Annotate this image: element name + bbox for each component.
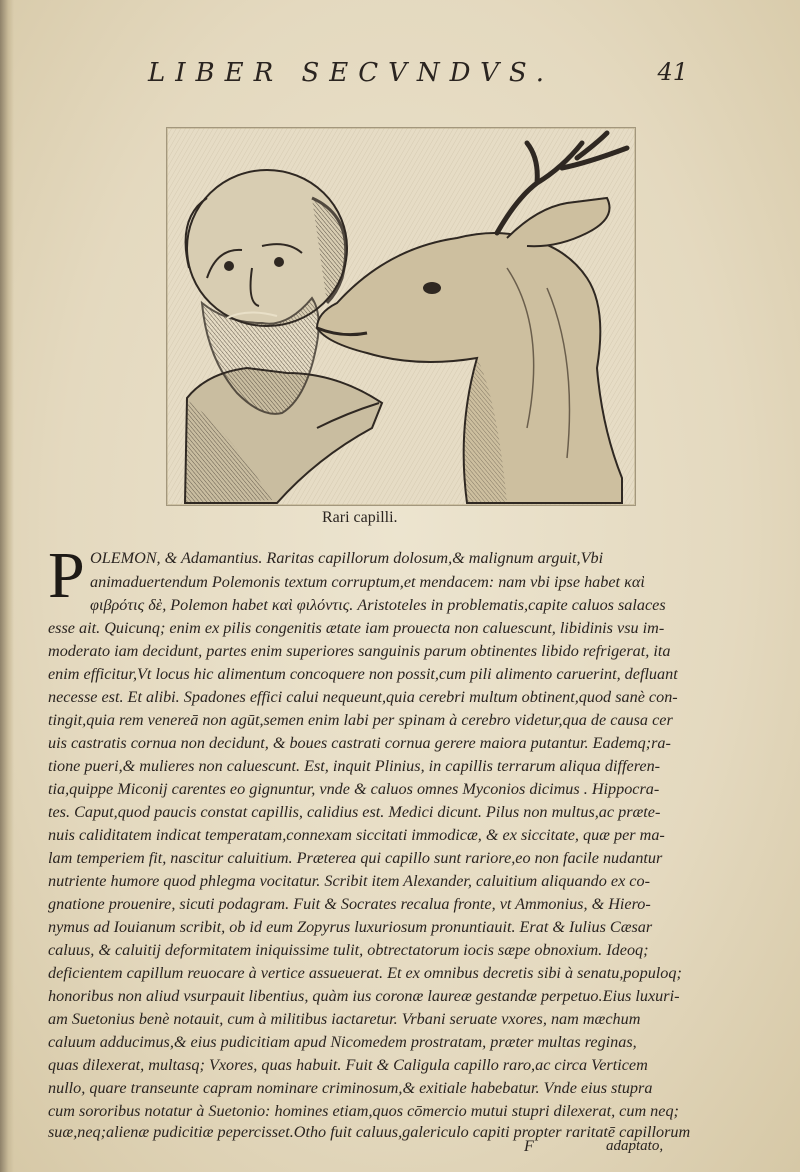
text-line: quas dilexerat, multasq; Vxores, quas habuit. Fuit & Caligula capillo raro,ac circa Verticem [48, 1056, 648, 1074]
running-title: LIBER SECVNDVS. [148, 58, 554, 88]
text-line: tingit,quia rem venereā non agūt,semen enim labi per spinam à cerebro videtur,qua de causa cer [48, 711, 673, 729]
text-line: esse ait. Quicunq; enim ex pilis congenitis ætate iam prouecta non caluescunt, libidinis vsu im- [48, 619, 665, 637]
text-line: honoribus non aliud vsurpauit libentius, quàm ius coronæ laureæ gestandæ perpetuo.Eius luxuri- [48, 987, 680, 1005]
text-line: φιβρότις δὲ, Polemon habet καὶ φιλόντις. Aristoteles in problematis,capite caluos salaces [90, 596, 666, 614]
text-line: OLEMON, & Adamantius. Raritas capillorum dolosum,& malignum arguit,Vbi [90, 549, 604, 567]
text-line: nymus ad Iouianum scribit, ob id eum Zopyrus luxuriosum pronuntiauit. Erat & Iulius Cæsar [48, 918, 653, 936]
signature-mark: F [524, 1138, 534, 1155]
illustration-caption: Rari capilli. [322, 509, 398, 526]
text-line: uis castratis cornua non decidunt, & boues castrati cornua gerere maiora putantur. Eademq;ra- [48, 734, 671, 752]
engraving-illustration [167, 128, 635, 505]
text-line: caluus, & caluitij deformitatem iniquissime tulit, obtrectatorum iocis sæpe obnoxium. Ideoq; [48, 941, 649, 959]
text-line: moderato iam decidunt, partes enim superiores sanguinis parum obtinentes libido refrigerat, ita [48, 642, 671, 660]
page-gutter [0, 0, 14, 1172]
text-line: suæ,neq;alienæ pudicitiæ pepercisset.Otho fuit caluus,galericulo capiti propter raritatē capillorum [48, 1123, 691, 1141]
text-line: animaduertendum Polemonis textum corruptum,et mendacem: nam vbi ipse habet καὶ [90, 573, 645, 591]
running-header [148, 58, 688, 98]
text-line: tione pueri,& mulieres non caluescunt. Est, inquit Plinius, in capillis terrarum aliqua differen- [48, 757, 661, 775]
text-line: deficientem capillum reuocare à vertice assueuerat. Et ex omnibus decretis sibi à senatu,populoq; [48, 964, 682, 982]
text-line: nuis caliditatem indicat temperatam,connexam siccitati immodicæ, & ex siccitate, quæ per ma- [48, 826, 665, 844]
text-line: am Suetonius benè notauit, cum à militibus iactaretur. Vrbani seruate vxores, nam mæchum [48, 1010, 641, 1028]
text-line: necesse est. Et alibi. Spadones effici calui nequeunt,quia cerebri multum obtinent,quod sanè con- [48, 688, 678, 706]
text-line: gnatione prouenire, sicuti podagram. Fuit & Socrates recalua fronte, vt Ammonius, & Hiero- [48, 895, 651, 913]
engraving-plate [166, 127, 636, 506]
catchword: adaptato, [606, 1138, 664, 1154]
text-line: tes. Caput,quod paucis constat capillis, calidius est. Medici dicunt. Pilus non multus,ac præte- [48, 803, 661, 821]
text-line: caluum adducimus,& eius pudicitiam apud Nicomedem prostratam, præter multas reginas, [48, 1033, 637, 1051]
text-line: nullo, quare transeunte capram nominare criminosum,& exitiale habebatur. Vnde eius stupra [48, 1079, 653, 1097]
text-line: cum sororibus notatur à Suetonio: homines etiam,quos cōmercio mutui stupri dilexerat, cum neq; [48, 1102, 679, 1120]
text-line: nutriente humore quod phlegma vocitatur. Scribit item Alexander, caluitium aliquando ex co- [48, 872, 650, 890]
text-line: lam temperiem fit, nascitur caluitium. Præterea qui capillo sunt rariore,eo non facile nudantur [48, 849, 663, 867]
text-line: tia,quippe Miconij carentes eo gignuntur, vnde & caluos omnes Myconios dicimus . Hippocra- [48, 780, 660, 798]
page-number: 41 [657, 58, 688, 86]
text-line: enim efficitur,Vt locus hic alimentum concoquere non possit,cum pili alimento caruerint, defluant [48, 665, 678, 683]
drop-cap-initial: P [48, 539, 85, 612]
